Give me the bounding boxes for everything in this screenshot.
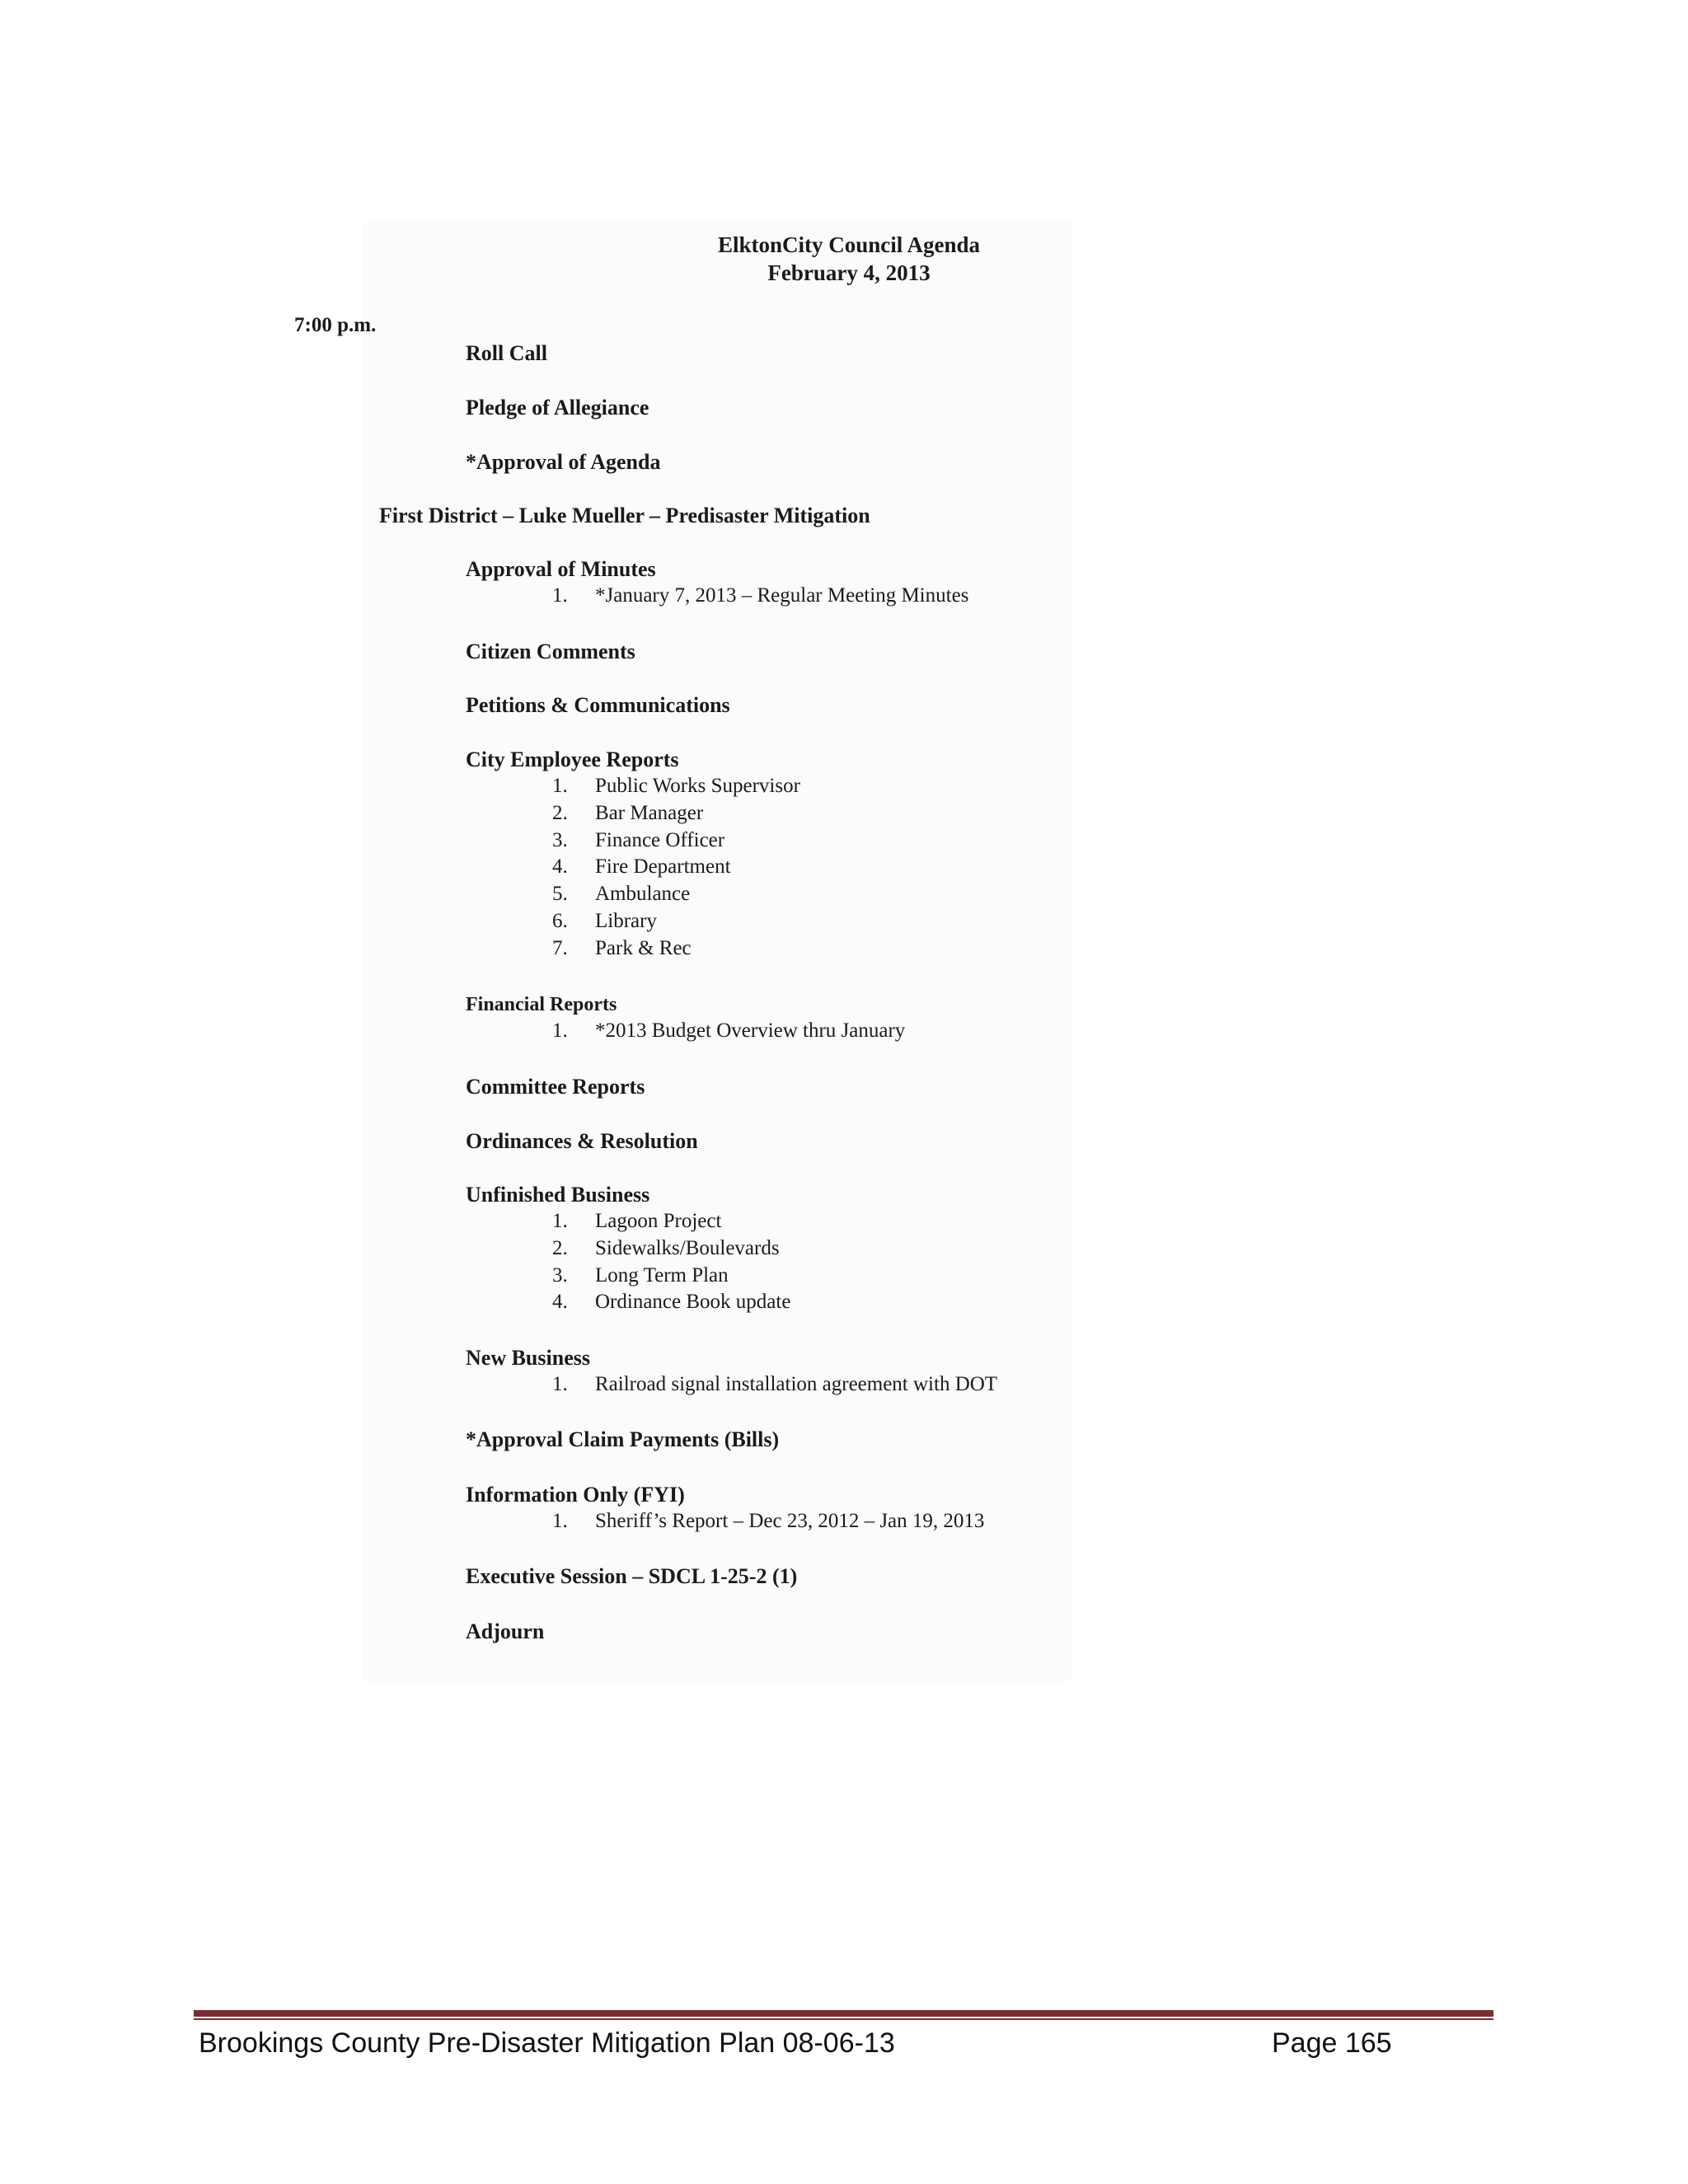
agenda-subitem-list bbox=[466, 1208, 790, 1316]
agenda-subitem-number: 3. bbox=[552, 828, 568, 851]
agenda-subitem-text: Long Term Plan bbox=[595, 1263, 729, 1286]
agenda-subitem-text: Sheriff’s Report – Dec 23, 2012 – Jan 19, 2013 bbox=[595, 1510, 985, 1532]
agenda-item bbox=[466, 1563, 797, 1590]
agenda-subitem-number: 7. bbox=[552, 936, 568, 959]
agenda-item-heading: Approval of Minutes bbox=[466, 557, 656, 581]
agenda-subitem-text: Railroad signal installation agreement with DOT bbox=[595, 1373, 998, 1395]
agenda-subitem-text: Public Works Supervisor bbox=[595, 775, 800, 797]
agenda-item bbox=[466, 747, 800, 963]
agenda-subitem bbox=[466, 881, 800, 908]
agenda-subitem bbox=[466, 1263, 790, 1290]
agenda-subitem-text: Finance Officer bbox=[595, 828, 725, 851]
agenda-item-heading: New Business bbox=[466, 1346, 590, 1370]
agenda-item bbox=[466, 1345, 997, 1399]
agenda-item-heading: Executive Session – SDCL 1-25-2 (1) bbox=[466, 1564, 798, 1588]
agenda-item-heading: Unfinished Business bbox=[466, 1183, 650, 1207]
agenda-subitem bbox=[466, 1289, 790, 1316]
agenda-item bbox=[466, 1482, 984, 1535]
agenda-subitem-number: 2. bbox=[552, 1236, 568, 1259]
agenda-subitem bbox=[466, 583, 968, 610]
agenda-item-heading: Adjourn bbox=[466, 1619, 545, 1643]
agenda-item-heading: Roll Call bbox=[466, 341, 547, 365]
agenda-date: February 4, 2013 bbox=[767, 260, 931, 285]
agenda-subitem-text: Sidewalks/Boulevards bbox=[595, 1236, 780, 1259]
agenda-subitem-list bbox=[466, 1508, 984, 1535]
agenda-subitem-number: 1. bbox=[552, 1210, 568, 1232]
agenda-subitem-text: Bar Manager bbox=[595, 801, 704, 824]
agenda-subitem-list bbox=[466, 773, 800, 963]
agenda-item bbox=[466, 1182, 790, 1316]
agenda-item-heading: *Approval of Agenda bbox=[466, 450, 661, 474]
agenda-subitem-list bbox=[466, 1371, 997, 1399]
agenda-subitem bbox=[466, 854, 800, 881]
footer-rule bbox=[194, 2010, 1493, 2017]
agenda-subitem-text: Ordinance Book update bbox=[595, 1291, 791, 1314]
agenda-subitem-number: 1. bbox=[552, 775, 568, 797]
agenda-title: ElktonCity Council Agenda bbox=[717, 232, 981, 257]
agenda-subitem-number: 1. bbox=[552, 1019, 568, 1042]
agenda-item bbox=[466, 1619, 544, 1645]
agenda-item-heading: Information Only (FYI) bbox=[466, 1483, 685, 1507]
agenda-item bbox=[379, 503, 870, 529]
agenda-subitem-list bbox=[466, 583, 968, 610]
agenda-subitem-number: 1. bbox=[552, 584, 568, 607]
agenda-subitem-text: Park & Rec bbox=[595, 936, 692, 959]
agenda-subitem bbox=[466, 908, 800, 935]
agenda-subitem bbox=[466, 1018, 905, 1045]
agenda-item bbox=[466, 1128, 698, 1155]
agenda-item bbox=[466, 639, 635, 665]
agenda-subitem bbox=[466, 800, 800, 827]
agenda-item-heading: First District – Luke Mueller – Predisaster Mitigation bbox=[379, 504, 870, 527]
agenda-subitem-number: 2. bbox=[552, 801, 568, 824]
agenda-item-heading: Petitions & Communications bbox=[466, 693, 730, 717]
agenda-subitem-number: 6. bbox=[552, 909, 568, 932]
agenda-item bbox=[466, 1074, 645, 1100]
agenda-item-heading: Financial Reports bbox=[466, 994, 617, 1015]
agenda-subitem bbox=[466, 1371, 997, 1399]
agenda-subitem bbox=[466, 773, 800, 800]
agenda-subitem-text: Ambulance bbox=[595, 883, 691, 906]
agenda-subitem bbox=[466, 1208, 790, 1235]
agenda-subitem-number: 5. bbox=[552, 883, 568, 906]
agenda-item bbox=[466, 692, 730, 719]
agenda-subitem-text: *January 7, 2013 – Regular Meeting Minutes bbox=[595, 584, 969, 607]
agenda-subitem-number: 1. bbox=[552, 1510, 568, 1532]
agenda-subitem-text: *2013 Budget Overview thru January bbox=[595, 1019, 906, 1042]
agenda-subitem-number: 4. bbox=[552, 855, 568, 879]
agenda-subitem-text: Fire Department bbox=[595, 855, 731, 879]
agenda-item bbox=[466, 1427, 779, 1453]
agenda-subitem bbox=[466, 935, 800, 963]
agenda-item-heading: Citizen Comments bbox=[466, 640, 635, 663]
agenda-subitem-text: Library bbox=[595, 909, 657, 932]
agenda-item-heading: Committee Reports bbox=[466, 1075, 645, 1099]
footer-document-title: Brookings County Pre-Disaster Mitigation Plan 08-06-13 bbox=[199, 2027, 895, 2059]
agenda-item-heading: Pledge of Allegiance bbox=[466, 396, 649, 419]
meeting-time: 7:00 p.m. bbox=[294, 314, 377, 336]
agenda-subitem-number: 3. bbox=[552, 1263, 568, 1286]
agenda-subitem-number: 1. bbox=[552, 1373, 568, 1395]
agenda-subitem bbox=[466, 1508, 984, 1535]
agenda-item bbox=[466, 556, 968, 610]
agenda-subitem bbox=[466, 1235, 790, 1263]
footer-rule-thin bbox=[194, 2018, 1493, 2020]
agenda-subitem bbox=[466, 827, 800, 855]
agenda-item bbox=[466, 449, 660, 476]
agenda-item bbox=[466, 340, 547, 367]
agenda-item-heading: *Approval Claim Payments (Bills) bbox=[466, 1427, 780, 1451]
agenda-item-heading: Ordinances & Resolution bbox=[466, 1129, 698, 1153]
agenda-item bbox=[466, 991, 905, 1045]
agenda-title-block bbox=[626, 231, 1071, 287]
agenda-item bbox=[466, 395, 649, 421]
agenda-subitem-list bbox=[466, 1018, 905, 1045]
agenda-item-heading: City Employee Reports bbox=[466, 748, 679, 771]
agenda-subitem-text: Lagoon Project bbox=[595, 1210, 722, 1232]
agenda-subitem-number: 4. bbox=[552, 1291, 568, 1314]
footer-page-number: Page 165 bbox=[1272, 2027, 1392, 2059]
